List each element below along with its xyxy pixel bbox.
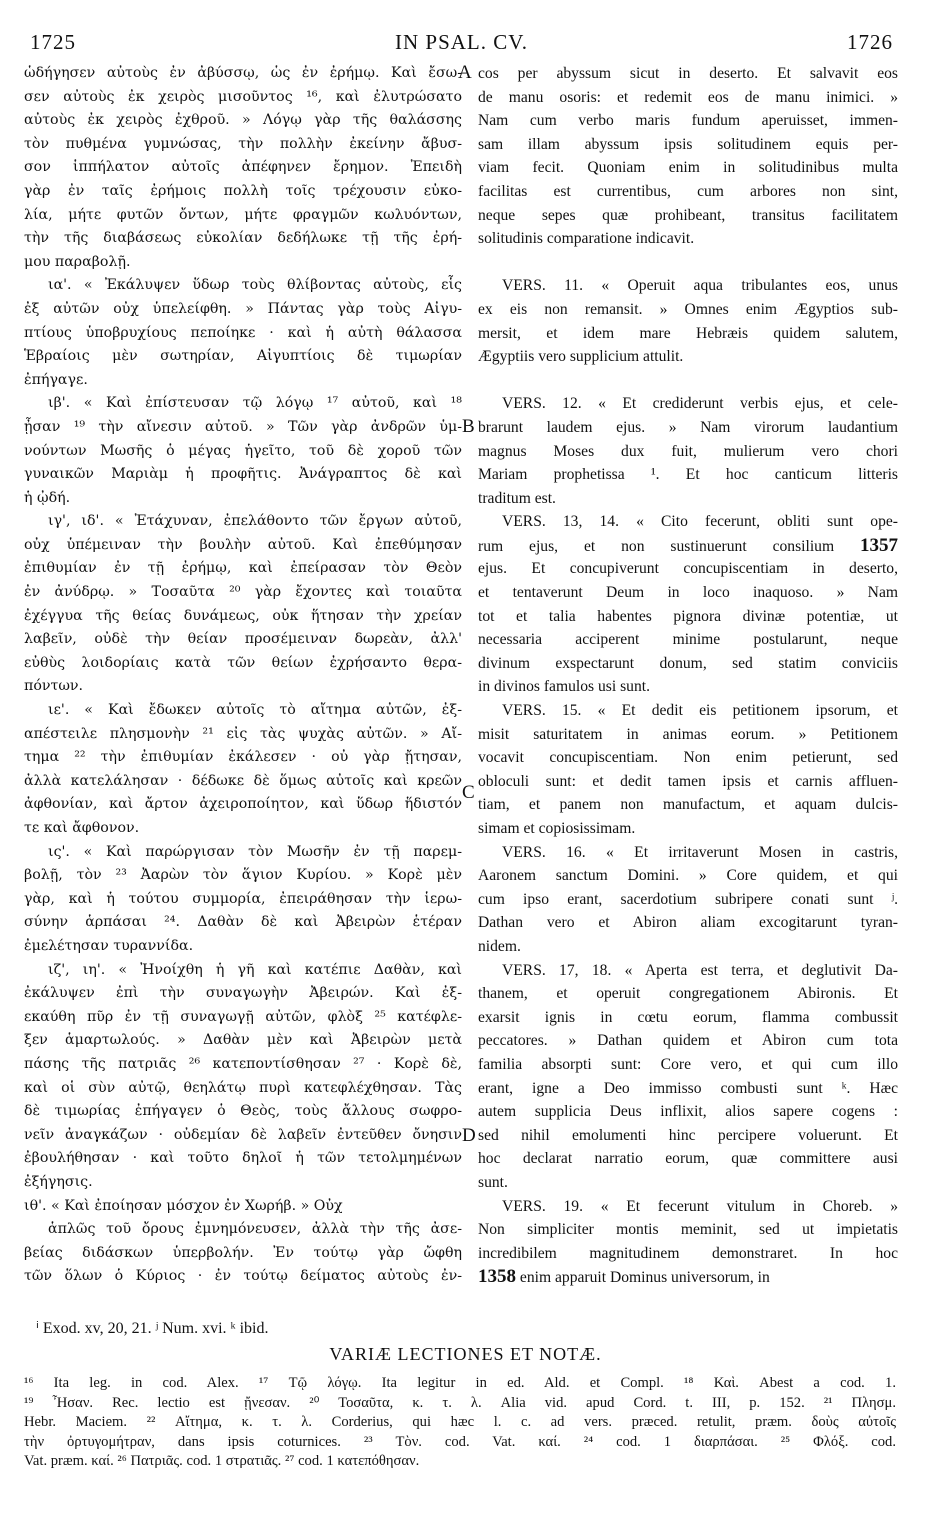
latin-line-text: simam et copiosissimam. <box>478 820 636 837</box>
latin-line <box>478 392 898 416</box>
latin-line-text: VERS. 17, 18. « Aperta est terra, et deglutivit Da- <box>502 961 898 979</box>
latin-line <box>478 652 898 676</box>
greek-line <box>24 133 462 157</box>
latin-line-text: Aaronem sanctum Domini. » Core quidem, et qui <box>478 867 898 885</box>
latin-line <box>478 345 898 369</box>
latin-line <box>478 86 898 110</box>
latin-line <box>478 62 898 86</box>
latin-line <box>478 1195 898 1219</box>
greek-line-text: τὸν πυθμένα γυμνώσας, τὴν πολλὴν ἐκείνην ἄβυσ- <box>24 135 462 152</box>
greek-line-text: τημα ²² τὴν ἐπιθυμίαν ἐκάλεσεν · οὐ γὰρ ᾔτησαν, <box>24 749 462 766</box>
latin-line <box>478 675 898 699</box>
greek-line-text: τῶν ὅλων ὁ Κύριος · ἐν τούτῳ δείματος αὐτοὺς ἐν- <box>24 1268 462 1285</box>
section-marker-b: B <box>462 416 475 437</box>
latin-line-text: de manu osoris: et redemit eos de manu inimici. » <box>478 88 898 106</box>
latin-line-text: necessaria acciperent minime postularunt, neque <box>478 631 898 649</box>
latin-line <box>478 1053 898 1077</box>
latin-line <box>478 1006 898 1030</box>
greek-line <box>24 888 462 912</box>
latin-line-text: peccatores. » Dathan quidem et Abiron cum tota <box>478 1032 898 1050</box>
latin-line <box>478 770 898 794</box>
latin-line-text: VERS. 12. « Et crediderunt verbis ejus, et cele- <box>502 395 898 413</box>
greek-line-text: πόντων. <box>24 678 84 695</box>
latin-line <box>478 204 898 228</box>
greek-line-text: ἁπλῶς τοῦ ὄρους ἐμνημόνευσεν, ἀλλὰ τὴν τῆς ἀσε- <box>48 1221 462 1238</box>
latin-line <box>478 1242 898 1266</box>
latin-line <box>478 487 898 511</box>
latin-line-text: exarsit ignis in cœtu eorum, flamma combussit <box>478 1008 898 1026</box>
latin-line <box>478 605 898 629</box>
greek-line-text: Ἑβραίοις μὲν σωτηρίαν, Αἰγυπτίοις δὲ τιμωρίαν <box>24 348 462 365</box>
greek-line <box>24 817 462 841</box>
greek-line <box>24 298 462 322</box>
greek-line <box>24 605 462 629</box>
latin-line-text: tiam, et panem non manufactum, et aquam dulcis- <box>478 796 898 814</box>
greek-line <box>24 911 462 935</box>
latin-line-text: in divinos famulos usi sunt. <box>478 678 650 696</box>
latin-line-text: erant, igne a Deo immisso combusti sunt ᵏ. Hæc <box>478 1079 898 1097</box>
greek-line <box>24 1195 462 1219</box>
greek-line-text: πτίους ὑποβρυχίους πεποίηκε · καὶ ἡ αὐτὴ θάλασσα <box>24 324 462 341</box>
latin-line-text: neque sepes quæ prohibeant, transitus facilitatem <box>478 206 898 224</box>
latin-line-text: familia absorpti sunt: Core vero, et qui cum illo <box>478 1055 898 1073</box>
greek-line <box>24 793 462 817</box>
greek-line <box>24 841 462 865</box>
greek-line-text: ις'. « Καὶ παρώργισαν τὸν Μωσῆν ἐν τῇ παρεμ- <box>48 843 462 860</box>
greek-line-text: σεν αὐτοὺς ἐκ χειρὸς μισοῦντος ¹⁶, καὶ ἐλυτρώσατο <box>24 88 462 105</box>
greek-line-text: ἀφθονίαν, καὶ ἄρτον ἀχειροποίητον, καὶ ὕδωρ ἥδιστόν <box>24 796 462 813</box>
latin-line <box>478 982 898 1006</box>
latin-line-text: hoc declarat narratio eorum, quæ committere ausi <box>478 1150 898 1168</box>
section-marker-a: A <box>458 62 472 83</box>
latin-line-text: tot et talia habentes pignora divinæ potentiæ, ut <box>478 607 898 625</box>
greek-line <box>24 746 462 770</box>
greek-line <box>24 557 462 581</box>
note-line: ¹⁶ Ita leg. in cod. Alex. ¹⁷ Τῷ λόγῳ. Ita legitur in ed. Ald. et Compl. ¹⁸ Καὶ. Abest a cod. 1. <box>24 1375 896 1391</box>
latin-line <box>478 227 898 251</box>
greek-line <box>24 510 462 534</box>
greek-line <box>24 1242 462 1266</box>
latin-line <box>478 699 898 723</box>
latin-line-text: mersit, et idem mare Hebræis quidem salutem, <box>478 324 898 342</box>
latin-line-text: sunt. <box>478 1173 508 1191</box>
greek-line-text: ἐξήγησις. <box>24 1173 93 1190</box>
latin-line-text: Non simpliciter montis meminit, sed ut impietatis <box>478 1221 898 1239</box>
greek-line <box>24 322 462 346</box>
latin-line <box>478 888 898 912</box>
latin-line <box>478 841 898 865</box>
greek-line-text: εὐθὺς λοιδορίαις κατὰ τῶν θείων ἐχρήσαντο θερα- <box>24 654 462 671</box>
note-line: τὴν ὀρτυγομήτραν, dans ipsis coturnices. ²³ Τὸν. cod. Vat. καί. ²⁴ cod. 1 διαρπάσαι. ²⁵ Φλόξ. cod. <box>24 1433 896 1450</box>
greek-column <box>24 62 462 1289</box>
greek-line-text: γὰρ, καὶ ἡ τούτου συμμορία, ἐπειράθησαν τὴν ἱερω- <box>24 890 462 907</box>
greek-line-text: ἐπήγαγε. <box>24 371 88 388</box>
greek-line-text: ξεν ἁμαρτωλούς. » Δαθὰν μὲν καὶ Ἀβειρὼν μετὰ <box>24 1032 462 1049</box>
latin-line <box>478 463 898 487</box>
running-header <box>30 30 893 58</box>
latin-line-text: cos per abyssum sicut in deserto. Et salvavit eos <box>478 65 898 82</box>
greek-line-text: ἐν ἀνύδρῳ. » Τοσαῦτα ²⁰ γὰρ ἔχοντες καὶ τοιαῦτα <box>24 584 462 601</box>
greek-line-text: μου παραβολῇ. <box>24 253 131 270</box>
greek-line-text: βείας διδάσκων ὑπερβολήν. Ἐν τούτῳ γὰρ ὤφθη <box>24 1244 462 1261</box>
greek-line-text: ᾖσαν ¹⁹ τὴν αἴνεσιν αὐτοῦ. » Τῶν γὰρ ἀνδρῶν ὑμ- <box>24 418 462 435</box>
variant-notes <box>24 1374 896 1472</box>
section-marker-c: C <box>462 782 475 803</box>
greek-line-text: ἡ ᾠδή. <box>24 489 71 506</box>
greek-line-text: σύνην ἁρπάσαι ²⁴. Δαθὰν δὲ καὶ Ἀβειρὼν ἑτέραν <box>24 914 462 931</box>
greek-line <box>24 628 462 652</box>
latin-line-text: magnus Moses dux fuit, mulierum vero chori <box>478 442 898 460</box>
latin-line <box>478 109 898 133</box>
greek-line-text: λία, μήτε φυτῶν ὄντων, μήτε φραγμῶν κωλυόντων, <box>24 206 462 223</box>
latin-line <box>478 557 898 581</box>
latin-line-text: VERS. 15. « Et dedit eis petitionem ipsorum, et <box>502 702 898 720</box>
greek-line-text: ἐμελέτησαν τυραννίδα. <box>24 937 194 954</box>
greek-line <box>24 1053 462 1077</box>
greek-line <box>24 416 462 440</box>
latin-line-text: VERS. 19. « Et fecerunt vitulum in Choreb. » <box>502 1197 898 1215</box>
latin-line-text: thanem, et operuit congregationem Abironis. Et <box>478 985 898 1003</box>
greek-line <box>24 1171 462 1195</box>
latin-line-text: ex eis non remansit. » Omnes enim Ægyptios sub- <box>478 300 898 318</box>
latin-line <box>478 628 898 652</box>
greek-line <box>24 1218 462 1242</box>
greek-line-text: γὰρ ἐν ταῖς ἐρήμοις πολλὴ τοῖς τρέχουσιν εὐκο- <box>24 182 462 199</box>
greek-line-text: νεῖν ἀναγκάζων · οὐδεμίαν δὲ λαβεῖν ἐντεῦθεν ὄνησιν <box>24 1126 462 1143</box>
latin-line-text: obloculi sunt: et dedit tamen ipsis et carnis affluen- <box>478 772 898 790</box>
latin-line <box>478 935 898 959</box>
latin-line <box>478 864 898 888</box>
latin-line <box>478 746 898 770</box>
latin-line <box>478 1124 898 1148</box>
latin-line <box>478 1265 898 1289</box>
latin-line-text: traditum est. <box>478 489 556 507</box>
latin-line-text: facilitas est currentibus, cum arbores non sint, <box>478 182 898 200</box>
greek-line <box>24 1100 462 1124</box>
greek-line <box>24 463 462 487</box>
latin-line <box>478 1171 898 1195</box>
latin-line-text: solitudinis comparatione indicavit. <box>478 230 695 248</box>
greek-line-text: ιζ', ιη'. « Ἠνοίχθη ἡ γῆ καὶ κατέπιε Δαθὰν, καὶ <box>48 961 462 978</box>
footnote-references: ⁱ Exod. xv, 20, 21. ʲ Num. xvi. ᵏ ibid. <box>36 1320 269 1337</box>
latin-line-text: viam fecit. Quoniam enim in solitudinibus multa <box>478 159 898 177</box>
greek-line <box>24 440 462 464</box>
greek-line-text: τὴν τῆς διαβάσεως εὐκολίαν δεδήλωκε τῇ τῆς ἐρή- <box>24 230 462 247</box>
greek-line-text: ιβ'. « Καὶ ἐπίστευσαν τῷ λόγῳ ¹⁷ αὐτοῦ, καὶ ¹⁸ <box>48 395 462 412</box>
greek-line <box>24 156 462 180</box>
latin-line-text: VERS. 13, 14. « Cito fecerunt, obliti sunt ope- <box>502 513 898 531</box>
greek-line <box>24 534 462 558</box>
latin-line-text: brarunt laudem ejus. » Nam virorum laudantium <box>478 418 898 436</box>
greek-line <box>24 652 462 676</box>
latin-line <box>478 1147 898 1171</box>
latin-line <box>478 156 898 180</box>
latin-line-text: et tentaverunt Deum in loco inaquoso. » Nam <box>478 584 898 602</box>
greek-line <box>24 959 462 983</box>
greek-line <box>24 1147 462 1171</box>
latin-line <box>478 911 898 935</box>
page-number-right: 1726 <box>847 30 893 54</box>
notes-title: VARIÆ LECTIONES ET NOTÆ. <box>329 1344 602 1364</box>
note-line: Vat. præm. καί. ²⁶ Πατριᾶς. cod. 1 στρατιᾶς. ²⁷ cod. 1 κατεπόθησαν. <box>24 1453 420 1469</box>
greek-line <box>24 487 462 511</box>
latin-line <box>478 959 898 983</box>
latin-line-text: sam illam abyssum ipsis solitudinem equis per- <box>478 135 898 153</box>
latin-line <box>478 510 898 534</box>
greek-line-text: ἐβουλήθησαν · καὶ τοῦτο δηλοῖ ἡ τῶν τετολμημένων <box>24 1150 462 1167</box>
latin-line-text: sed nihil emolumenti hinc percipere voluerunt. Et <box>478 1126 898 1144</box>
latin-line-text: Nam cum verbo maris fundum aperuisset, immen- <box>478 112 898 130</box>
latin-column <box>478 62 898 1289</box>
greek-line-text: ὡδήγησεν αὐτοὺς ἐν ἀβύσσῳ, ὡς ἐν ἐρήμῳ. Καὶ ἔσω- <box>24 65 462 81</box>
greek-line-text: οὐχ ὑπέμειναν τὴν βουλὴν αὐτοῦ. Καὶ ἐπεθύμησαν <box>24 536 462 553</box>
note-line: Hebr. Maciem. ²² Αἴτημα, κ. τ. λ. Corderius, qui hæc l. c. ad vers. præced. retulit, præm. δοὺς αὐτοῖς <box>24 1414 896 1430</box>
greek-line <box>24 180 462 204</box>
running-title: IN PSAL. CV. <box>395 30 528 54</box>
greek-line <box>24 935 462 959</box>
latin-line <box>478 274 898 298</box>
greek-line-text: αὐτοὺς ἐκ χειρὸς ἐχθροῦ. » Λόγῳ γὰρ τῆς θαλάσσης <box>24 112 462 129</box>
greek-line-text: ἀλλὰ κατελάλησαν · δέδωκε δὲ ὅμως αὐτοῖς καὶ κρεῶν <box>24 772 462 789</box>
greek-line-text: δὲ τιμωρίας ἐπήγαγεν ὁ Θεὸς, τοὺς ἄλλους σωφρο- <box>24 1103 462 1120</box>
greek-line-text: καὶ οἱ σὺν αὐτῷ, θεηλάτῳ πυρὶ κατεφλέχθησαν. Τὰς <box>24 1079 462 1096</box>
greek-line <box>24 581 462 605</box>
greek-line <box>24 982 462 1006</box>
latin-line-text: vocavit concupiscentiam. Non enim petierunt, sed <box>478 749 898 767</box>
greek-line-text: ια'. « Ἐκάλυψεν ὕδωρ τοὺς θλίβοντας αὐτοὺς, εἷς <box>48 277 462 294</box>
latin-line <box>478 180 898 204</box>
greek-line <box>24 1124 462 1148</box>
greek-line <box>24 864 462 888</box>
greek-line-text: γυναικῶν Μαριὰμ ἡ προφῆτις. Ἀνάγραπτος δὲ καὶ <box>24 466 462 483</box>
greek-line-text: σον ἱππήλατον αὐτοῖς ἀπέφηνεν ἔρημον. Ἐπειδὴ <box>24 159 462 176</box>
latin-line <box>478 534 898 558</box>
latin-line <box>478 581 898 605</box>
column-number: 1358 <box>478 1266 516 1288</box>
latin-line-text: Mariam prophetissa ¹. Et hoc canticum litteris <box>478 466 898 484</box>
latin-line-text: incredibilem magnitudinem demonstraret. In hoc <box>478 1244 898 1262</box>
latin-line-text: VERS. 11. « Operuit aqua tribulantes eos, unus <box>502 277 898 295</box>
latin-line <box>478 817 898 841</box>
latin-line-text: Dathan vero et Abiron aliam excogitarunt tyran- <box>478 914 898 932</box>
latin-line-text: Ægyptiis vero supplicium attulit. <box>478 348 684 366</box>
latin-line <box>478 1029 898 1053</box>
latin-line <box>478 416 898 440</box>
latin-line <box>478 298 898 322</box>
greek-line <box>24 204 462 228</box>
latin-line-text: misit saturitatem in animas eorum. » Petitionem <box>478 725 898 743</box>
greek-line-text: ἐκάλυψεν ἐπὶ τὴν συναγωγὴν Ἀβειρών. Καὶ ἐξ- <box>24 985 462 1002</box>
greek-line <box>24 392 462 416</box>
greek-line-text: απέστειλε πλησμονὴν ²¹ εἰς τὰς ψυχὰς αὐτῶν. » Αἴ- <box>24 725 462 742</box>
greek-line-text: πάσης τῆς πατριᾶς ²⁶ κατεποντίσθησαν ²⁷ · Κορὲ δὲ, <box>24 1055 462 1072</box>
latin-line-text: divinum exspectarunt donum, sed statim conviciis <box>478 654 898 672</box>
greek-line <box>24 699 462 723</box>
latin-blank-line <box>478 369 898 393</box>
greek-line <box>24 251 462 275</box>
greek-line <box>24 345 462 369</box>
greek-line-text: λαβεῖν, οὐδὲ τὴν θείαν προσέμειναν δωρεὰν, ἀλλ' <box>24 631 462 648</box>
latin-blank-line <box>478 251 898 275</box>
greek-line-text: εκαύθη πῦρ ἐν τῇ συναγωγῇ αὐτῶν, φλὸξ ²⁵ κατέφλε- <box>24 1008 462 1025</box>
latin-line-text: enim apparuit Dominus universorum, in <box>519 1269 770 1287</box>
greek-line-text: βολῇ, τὸν ²³ Ἀαρὼν τὸν ἅγιον Κυρίου. » Κορὲ μὲν <box>24 867 462 884</box>
greek-line <box>24 109 462 133</box>
greek-line <box>24 1077 462 1101</box>
greek-line <box>24 1006 462 1030</box>
note-line: ¹⁹ Ἦσαν. Rec. lectio est ᾔνεσαν. ²⁰ Τοσαῦτα, κ. τ. λ. Alia vid. apud Cord. t. III, p. 152. ²¹ Πλησμ. <box>24 1394 896 1411</box>
greek-line <box>24 86 462 110</box>
latin-line-text: ejus. Et concupiverunt concupiscentiam in deserto, <box>478 560 898 578</box>
greek-line <box>24 723 462 747</box>
greek-line-text: ἐχέγγυα τῆς θείας δυνάμεως, οὐκ ἥτησαν τὴν χρείαν <box>24 607 462 624</box>
greek-line-text: ιγ', ιδ'. « Ἐτάχυναν, ἐπελάθοντο τῶν ἔργων αὐτοῦ, <box>48 513 462 530</box>
latin-line-text: autem supplicia Deus inflixit, alios sapere cogens : <box>478 1103 898 1121</box>
column-number: 1357 <box>860 534 898 556</box>
latin-line <box>478 723 898 747</box>
latin-line <box>478 133 898 157</box>
greek-line <box>24 675 462 699</box>
greek-line <box>24 1029 462 1053</box>
greek-line <box>24 227 462 251</box>
greek-line <box>24 369 462 393</box>
greek-line <box>24 770 462 794</box>
latin-line-text: rum ejus, et non sustinuerunt consilium <box>478 537 835 555</box>
latin-line-text: nidem. <box>478 937 521 955</box>
latin-line-text: VERS. 16. « Et irritaverunt Mosen in castris, <box>502 843 898 861</box>
greek-line-text: ιθ'. « Καὶ ἐποίησαν μόσχον ἐν Χωρήβ. » Οὐχ <box>24 1197 343 1214</box>
page-number-left: 1725 <box>30 30 76 54</box>
greek-line-text: ἐξ αὐτῶν οὐχ ὑπελείφθη. » Πάντας γὰρ τοὺς Αἰγυ- <box>24 300 462 317</box>
latin-line <box>478 793 898 817</box>
section-marker-d: D <box>462 1125 476 1146</box>
greek-line-text: νούντων Μωσῆς ὁ μέγας ἡγεῖτο, τοῦ δὲ χοροῦ τῶν <box>24 442 462 459</box>
greek-line <box>24 62 462 86</box>
greek-line-text: ἐπιθυμίαν ἐν τῇ ἐρήμῳ, καὶ ἐπείρασαν τὸν Θεὸν <box>24 560 462 577</box>
latin-line <box>478 1077 898 1101</box>
greek-line <box>24 1265 462 1289</box>
latin-line <box>478 322 898 346</box>
greek-line-text: ιε'. « Καὶ ἔδωκεν αὐτοῖς τὸ αἴτημα αὐτῶν, ἐξ- <box>48 702 462 719</box>
greek-line-text: τε καὶ ἄφθονον. <box>24 820 140 836</box>
latin-line <box>478 1100 898 1124</box>
latin-line <box>478 1218 898 1242</box>
latin-line-text: cum ipso erant, sacerdotium subripere conati sunt ʲ. <box>478 890 898 908</box>
greek-line <box>24 274 462 298</box>
latin-line <box>478 440 898 464</box>
